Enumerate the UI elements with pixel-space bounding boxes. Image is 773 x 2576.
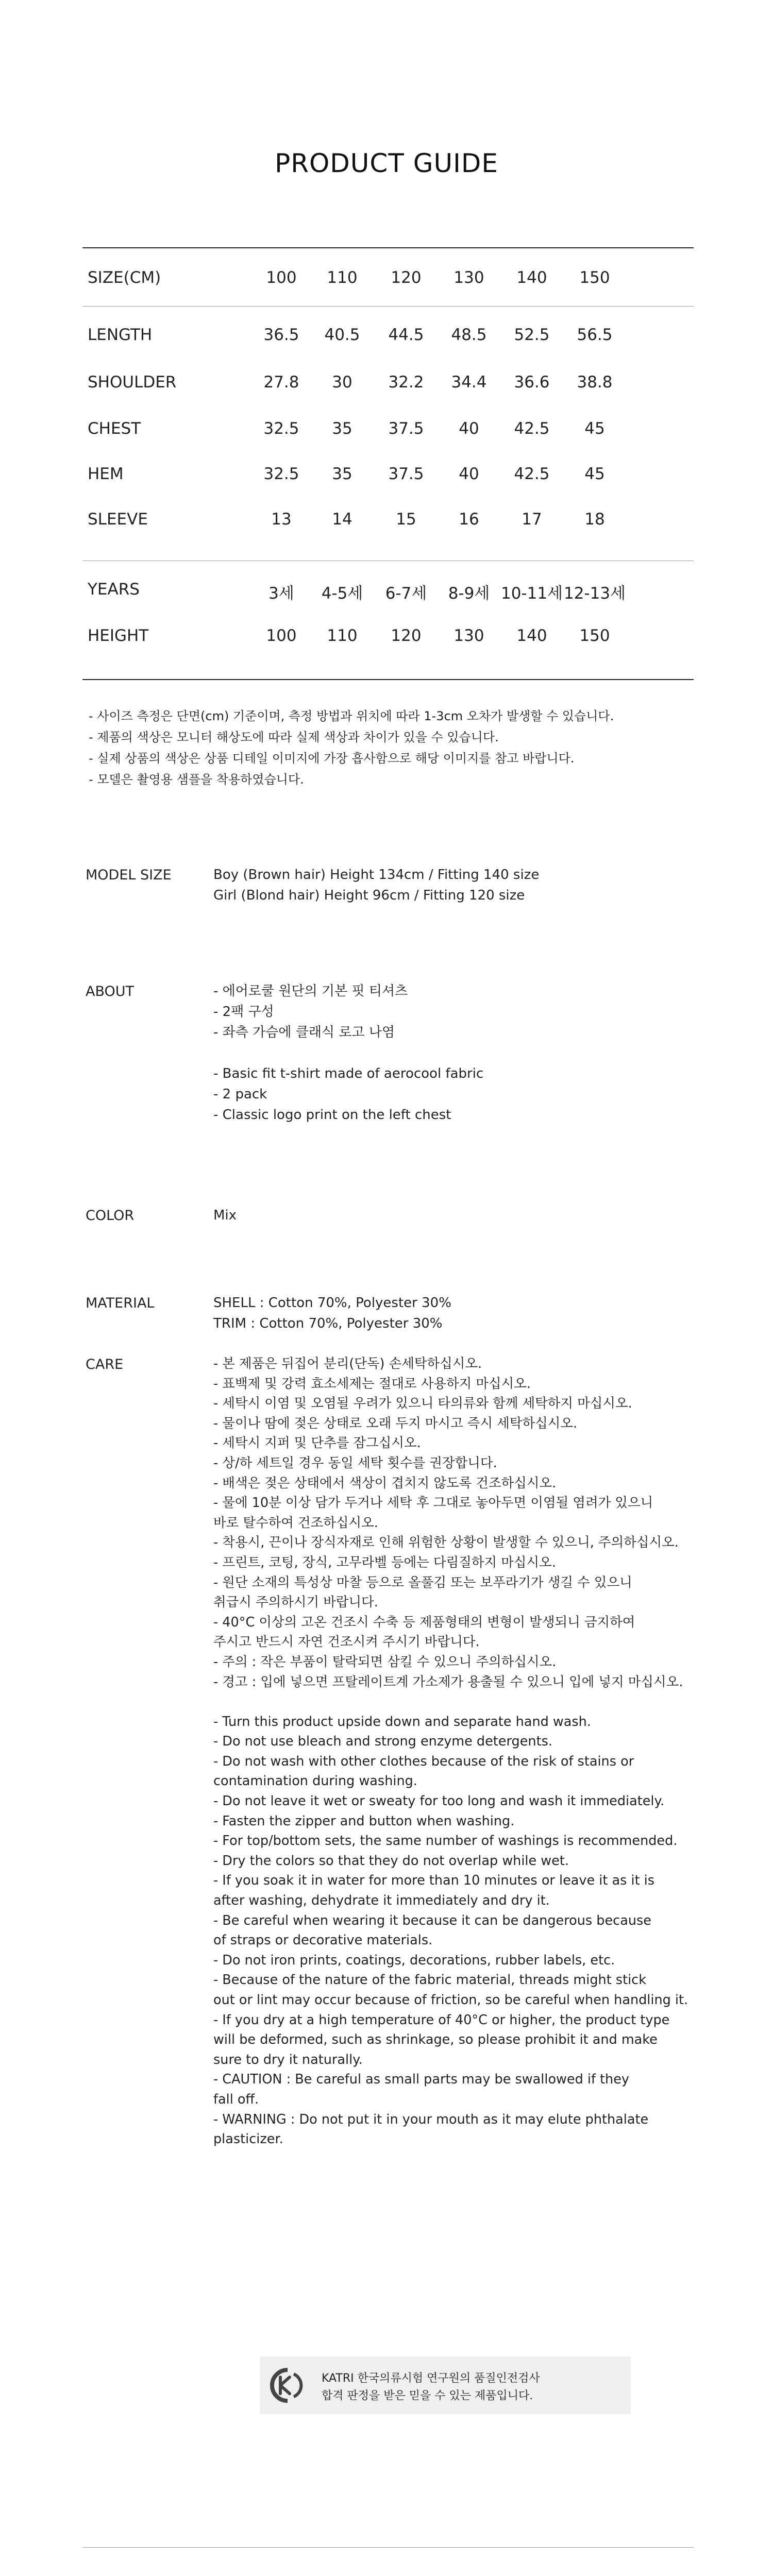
size-table-header-rule xyxy=(82,306,694,307)
size-row-length-cell: 56.5 xyxy=(577,326,613,344)
size-row-height-label: HEIGHT xyxy=(88,626,149,645)
size-row-years-cell: 8-9세 xyxy=(448,584,490,603)
size-row-years-cell: 12-13세 xyxy=(563,584,626,603)
color-value: Mix xyxy=(213,1208,237,1223)
size-row-sleeve-cell: 18 xyxy=(584,510,605,529)
about-line: - Classic logo print on the left chest xyxy=(213,1107,451,1123)
size-row-chest-cell: 37.5 xyxy=(388,419,424,438)
care-line: - Fasten the zipper and button when washing. xyxy=(213,1813,515,1829)
care-line: - For top/bottom sets, the same number of washings is recommended. xyxy=(213,1833,678,1849)
size-row-shoulder-cell: 32.2 xyxy=(388,373,424,392)
care-line: - Do not iron prints, coatings, decorations, rubber labels, etc. xyxy=(213,1952,615,1968)
care-line: - 원단 소재의 특성상 마찰 등으로 올풀김 또는 보푸라기가 생길 수 있으니 xyxy=(213,1574,632,1590)
size-row-chest-cell: 42.5 xyxy=(514,419,550,438)
care-line: - 상/하 세트일 경우 동일 세탁 횟수를 권장합니다. xyxy=(213,1455,497,1471)
section-divider xyxy=(82,2547,694,2548)
size-row-years-cell: 3세 xyxy=(268,584,294,603)
size-row-length-cell: 40.5 xyxy=(324,326,360,344)
size-row-sleeve-cell: 16 xyxy=(459,510,479,529)
size-row-height-cell: 150 xyxy=(579,626,610,645)
size-row-sleeve-cell: 15 xyxy=(396,510,416,529)
about-body xyxy=(213,981,483,1125)
care-line: - If you dry at a high temperature of 40°C or higher, the product type xyxy=(213,2012,670,2028)
size-row-height-cell: 120 xyxy=(391,626,422,645)
katri-line: 합격 판정을 받은 믿을 수 있는 제품입니다. xyxy=(322,2389,533,2402)
katri-line: KATRI 한국의류시험 연구원의 품질인전검사 xyxy=(322,2372,540,2385)
size-row-shoulder-cell: 27.8 xyxy=(263,373,299,392)
model-size-body xyxy=(213,865,539,906)
size-note-line: - 사이즈 측정은 단면(cm) 기준이며, 측정 방법과 위치에 따라 1-3cm 오차가 발생할 수 있습니다. xyxy=(89,709,614,723)
size-row-chest-label: CHEST xyxy=(88,419,141,438)
care-line: contamination during washing. xyxy=(213,1773,417,1789)
color-label: COLOR xyxy=(86,1208,135,1224)
care-line: 취급시 주의하시기 바랍니다. xyxy=(213,1595,378,1611)
katri-notice xyxy=(260,2357,631,2414)
size-row-chest-cell: 40 xyxy=(459,419,479,438)
size-row-sleeve-cell: 14 xyxy=(332,510,352,529)
size-table-bottom-rule xyxy=(82,679,694,680)
model-size-line: Boy (Brown hair) Height 134cm / Fitting 140 size xyxy=(213,867,540,883)
care-line: plasticizer. xyxy=(213,2131,283,2147)
care-line: of straps or decorative materials. xyxy=(213,1933,433,1948)
care-line: - If you soak it in water for more than 10 minutes or leave it as it is xyxy=(213,1873,655,1889)
care-line: 주시고 반드시 자연 건조시켜 주시기 바랍니다. xyxy=(213,1634,480,1650)
size-notes xyxy=(89,706,614,790)
size-table-top-rule xyxy=(82,247,694,248)
about-label: ABOUT xyxy=(86,984,135,999)
size-row-height-cell: 140 xyxy=(516,626,547,645)
size-header-row-cell: 100 xyxy=(266,268,297,287)
size-row-length-cell: 44.5 xyxy=(388,326,424,344)
size-row-hem-cell: 40 xyxy=(459,465,479,483)
care-line: - 세탁시 이염 및 오염될 우려가 있으니 타의류와 함께 세탁하지 마십시오. xyxy=(213,1396,632,1412)
care-line: after washing, dehydrate it immediately and dry it. xyxy=(213,1893,550,1909)
care-line: - Do not use bleach and strong enzyme detergents. xyxy=(213,1734,552,1750)
about-line: - 에어로쿨 원단의 기본 핏 티셔츠 xyxy=(213,984,408,999)
size-row-shoulder-cell: 30 xyxy=(332,373,352,392)
size-note-line: - 모델은 촬영용 샘플을 착용하였습니다. xyxy=(89,772,304,787)
size-row-length-label: LENGTH xyxy=(88,326,153,344)
care-line: - CAUTION : Be careful as small parts may be swallowed if they xyxy=(213,2072,629,2088)
size-header-row-cell: 150 xyxy=(579,268,610,287)
size-row-sleeve-cell: 13 xyxy=(271,510,292,529)
material-body xyxy=(213,1293,451,1334)
size-header-row-cell: 110 xyxy=(327,268,358,287)
care-line: - 경고 : 입에 넣으면 프탈레이트계 가소제가 용출될 수 있으니 입에 넣지 마십시오. xyxy=(213,1674,683,1690)
care-line: - 40°C 이상의 고온 건조시 수축 등 제품형태의 변형이 발생되니 금지하여 xyxy=(213,1614,635,1630)
size-row-hem-cell: 42.5 xyxy=(514,465,550,483)
care-line: - Because of the nature of the fabric material, threads might stick xyxy=(213,1972,646,1988)
care-line: - WARNING : Do not put it in your mouth as it may elute phthalate xyxy=(213,2111,649,2127)
care-line: - Dry the colors so that they do not overlap while wet. xyxy=(213,1853,569,1869)
size-note-line: - 제품의 색상은 모니터 해상도에 따라 실제 색상과 차이가 있을 수 있습니다. xyxy=(89,730,499,744)
size-row-chest-cell: 35 xyxy=(332,419,352,438)
katri-text xyxy=(322,2370,540,2405)
care-line: sure to dry it naturally. xyxy=(213,2052,363,2067)
size-header-row-cell: 140 xyxy=(516,268,547,287)
care-line: - Turn this product upside down and separate hand wash. xyxy=(213,1714,591,1730)
size-row-shoulder-cell: 38.8 xyxy=(577,373,613,392)
size-row-years-label: YEARS xyxy=(88,580,140,599)
material-label: MATERIAL xyxy=(86,1295,155,1311)
size-header-row-label: SIZE(CM) xyxy=(88,268,161,287)
about-line: - 2팩 구성 xyxy=(213,1004,274,1020)
care-line: - Do not wash with other clothes because of the risk of stains or xyxy=(213,1753,634,1769)
care-line: - 본 제품은 뒤집어 분리(단독) 손세탁하십시오. xyxy=(213,1356,482,1371)
size-row-height-cell: 130 xyxy=(453,626,484,645)
care-line: - 물이나 땀에 젖은 상태로 오래 두지 마시고 즉시 세탁하십시오. xyxy=(213,1415,578,1431)
care-line: - Be careful when wearing it because it can be dangerous because xyxy=(213,1912,651,1928)
size-row-hem-cell: 35 xyxy=(332,465,352,483)
size-row-hem-cell: 45 xyxy=(584,465,605,483)
material-line: TRIM : Cotton 70%, Polyester 30% xyxy=(213,1316,443,1331)
about-line xyxy=(213,1043,483,1063)
care-line: fall off. xyxy=(213,2091,259,2107)
care-label: CARE xyxy=(86,1357,124,1372)
material-line: SHELL : Cotton 70%, Polyester 30% xyxy=(213,1295,451,1311)
care-line xyxy=(213,1692,688,1712)
care-line: 바로 탈수하여 건조하십시오. xyxy=(213,1515,378,1531)
size-row-height-cell: 100 xyxy=(266,626,297,645)
care-line: - 물에 10분 이상 담가 두거나 세탁 후 그대로 놓아두면 이염될 염려가 있으니 xyxy=(213,1495,653,1511)
size-note-line: - 실제 상품의 색상은 상품 디테일 이미지에 가장 흡사함으로 해당 이미지를 참고 바랍니다. xyxy=(89,751,575,766)
size-row-years-cell: 10-11세 xyxy=(500,584,563,603)
kc-certification-icon xyxy=(270,2368,305,2403)
page-title: PRODUCT GUIDE xyxy=(275,148,498,178)
about-line: - Basic fit t-shirt made of aerocool fabric xyxy=(213,1066,484,1081)
care-line: will be deformed, such as shrinkage, so please prohibit it and make xyxy=(213,2032,658,2048)
model-size-line: Girl (Blond hair) Height 96cm / Fitting 120 size xyxy=(213,888,525,903)
model-size-label: MODEL SIZE xyxy=(86,867,172,883)
care-line: - 배색은 젖은 상태에서 색상이 겹치지 않도록 건조하십시오. xyxy=(213,1475,557,1491)
care-line: - 착용시, 끈이나 장식자재로 인해 위험한 상황이 발생할 수 있으니, 주의하십시오. xyxy=(213,1535,679,1551)
size-row-sleeve-label: SLEEVE xyxy=(88,510,148,529)
size-row-length-cell: 36.5 xyxy=(263,326,299,344)
size-row-hem-cell: 32.5 xyxy=(263,465,299,483)
size-row-shoulder-label: SHOULDER xyxy=(88,373,177,392)
size-row-years-cell: 4-5세 xyxy=(321,584,363,603)
size-row-sleeve-cell: 17 xyxy=(522,510,542,529)
care-line: - 세탁시 지퍼 및 단추를 잠그십시오. xyxy=(213,1435,421,1451)
about-line: - 2 pack xyxy=(213,1087,267,1102)
care-line: - 표백제 및 강력 효소세제는 절대로 사용하지 마십시오. xyxy=(213,1376,531,1392)
size-row-height-cell: 110 xyxy=(327,626,358,645)
size-row-length-cell: 48.5 xyxy=(451,326,487,344)
size-row-length-cell: 52.5 xyxy=(514,326,550,344)
care-body xyxy=(213,1354,688,2149)
care-line: - 프린트, 코팅, 장식, 고무라벨 등에는 다림질하지 마십시오. xyxy=(213,1554,556,1570)
size-row-hem-cell: 37.5 xyxy=(388,465,424,483)
size-header-row-cell: 130 xyxy=(453,268,484,287)
size-row-shoulder-cell: 36.6 xyxy=(514,373,550,392)
care-line: out or lint may occur because of friction, so be careful when handling it. xyxy=(213,1992,688,2008)
size-row-hem-label: HEM xyxy=(88,465,124,483)
size-row-chest-cell: 32.5 xyxy=(263,419,299,438)
care-line: - 주의 : 작은 부품이 탈락되면 삼킬 수 있으니 주의하십시오. xyxy=(213,1654,557,1670)
size-header-row-cell: 120 xyxy=(391,268,422,287)
size-row-shoulder-cell: 34.4 xyxy=(451,373,487,392)
size-row-years-cell: 6-7세 xyxy=(385,584,427,603)
size-row-chest-cell: 45 xyxy=(584,419,605,438)
about-line: - 좌측 가슴에 클래식 로고 나염 xyxy=(213,1025,395,1040)
care-line: - Do not leave it wet or sweaty for too long and wash it immediately. xyxy=(213,1793,665,1809)
